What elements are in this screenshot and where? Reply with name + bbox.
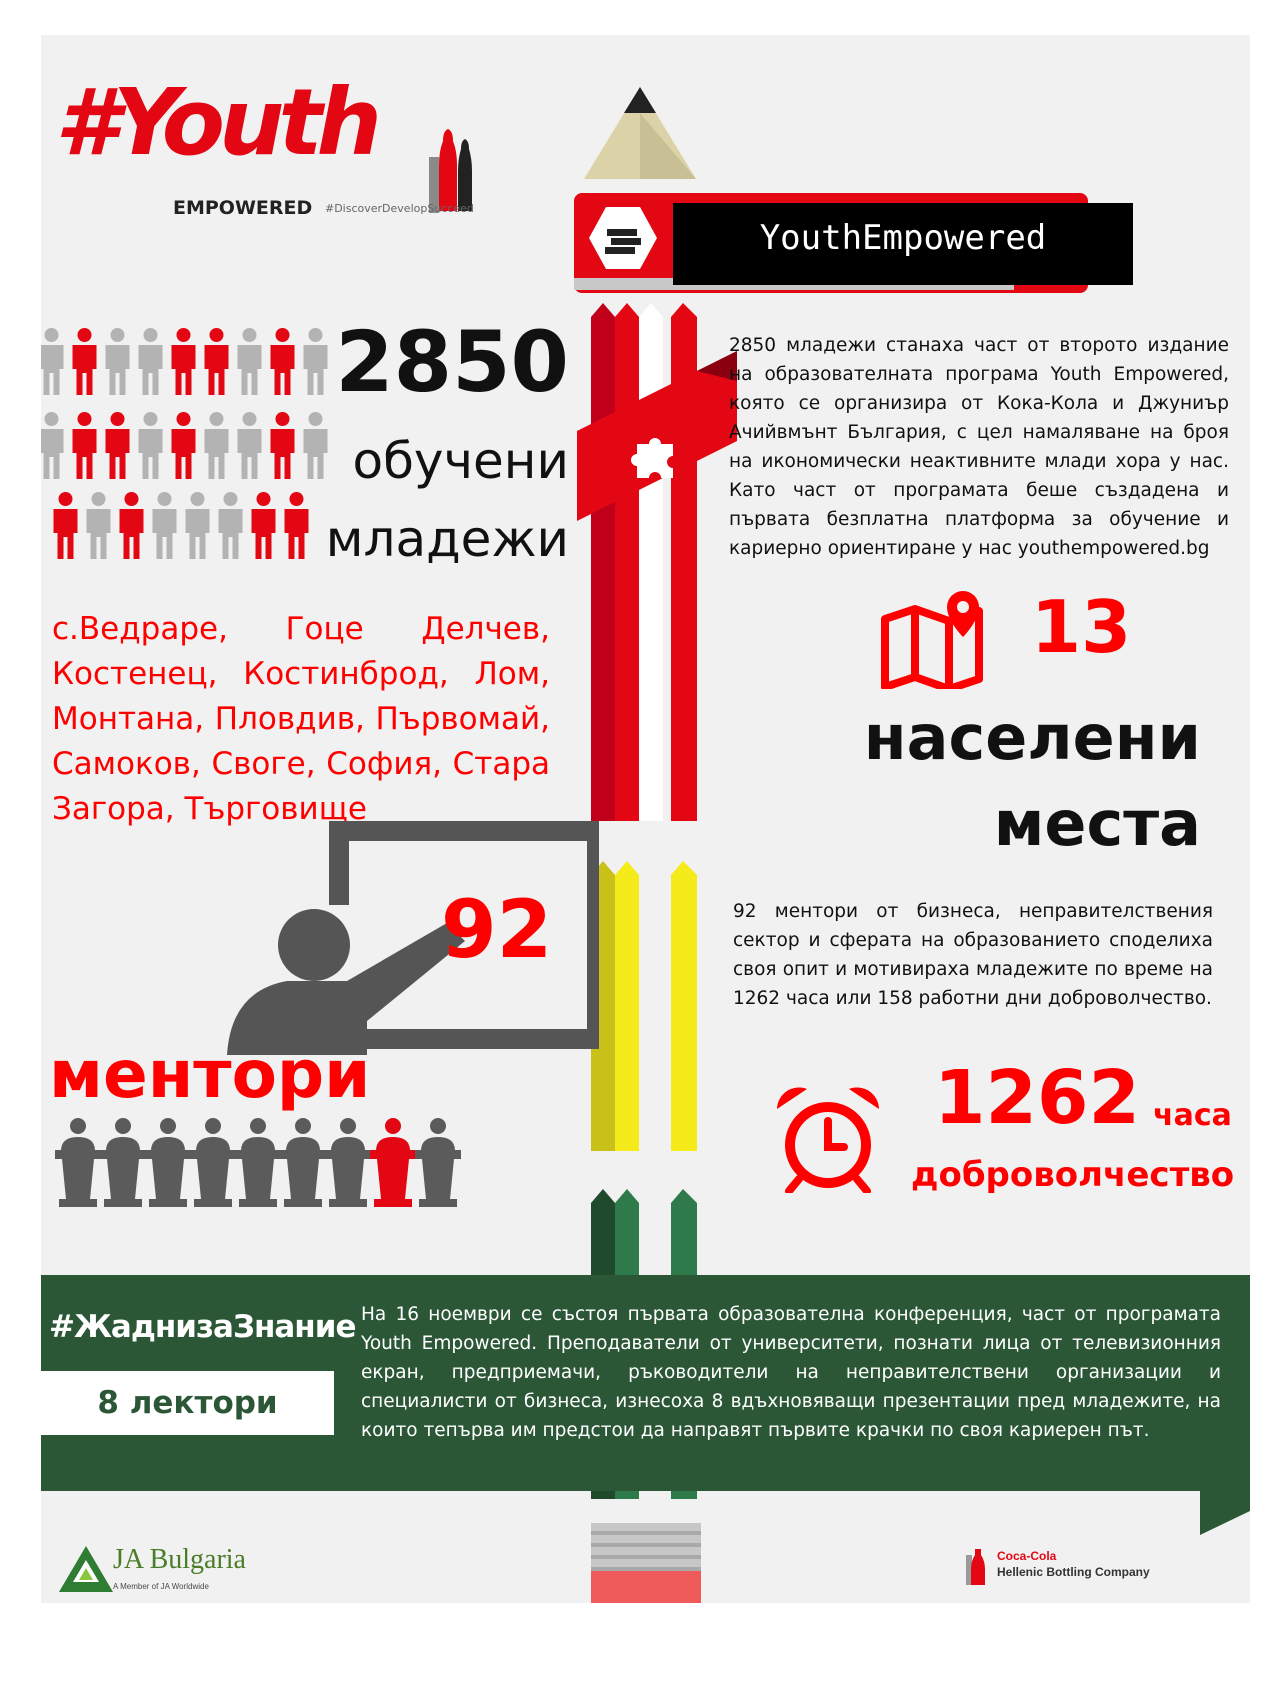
stat-youth-number: 2850 <box>335 313 569 411</box>
stat-hours-unit: часа <box>1153 1098 1232 1133</box>
person-icon <box>181 491 214 561</box>
lecturers-label: 8 лектори <box>97 1385 278 1421</box>
ja-name: JA Bulgaria <box>113 1544 246 1575</box>
pencil-ferrule <box>591 1523 701 1571</box>
conference-band-fold <box>1200 1487 1250 1535</box>
mentor-icon <box>100 1117 146 1209</box>
stat-mentors-number: 92 <box>441 883 553 976</box>
person-icon <box>280 491 313 561</box>
people-row <box>41 327 332 402</box>
description-2: 92 ментори от бизнеса, неправителствения сектор и сферата на образованието споделиха своя опит и мотивираха младежите по време на 1262 часа или 158 работни дни доброволчество. <box>733 901 1213 1009</box>
pencil-yellow-section <box>591 861 701 1151</box>
mentor-icon <box>370 1117 416 1209</box>
person-icon <box>68 411 101 481</box>
ja-bulgaria-logo <box>59 1540 319 1600</box>
coca-cola-hbc-logo <box>963 1545 1233 1595</box>
banner-label: YouthEmpowered <box>759 218 1047 258</box>
person-icon <box>41 411 68 481</box>
person-icon <box>49 491 82 561</box>
people-row <box>41 411 332 486</box>
stat-hours-label: доброволчество <box>911 1155 1235 1195</box>
bottle-icon <box>963 1545 989 1585</box>
cities-list: с.Ведраре, Гоце Делчев, Костенец, Костинброд, Лом, Монтана, Пловдив, Първомай, Самоков, Своге, София, Стара Загора, Търговище <box>52 611 550 827</box>
stat-hours-number: 1262 <box>934 1055 1140 1141</box>
people-row <box>49 491 313 566</box>
stat-youth-line1: обучени <box>352 432 569 490</box>
cc-line2: Hellenic Bottling Company <box>997 1565 1150 1579</box>
alarm-clock-icon <box>773 1083 883 1193</box>
mentor-icon <box>235 1117 281 1209</box>
person-icon <box>214 491 247 561</box>
ja-sub: A Member of JA Worldwide <box>113 1582 209 1591</box>
person-icon <box>101 411 134 481</box>
mentor-icon <box>190 1117 236 1209</box>
cc-line1: Coca-Cola <box>997 1549 1057 1563</box>
infographic-card <box>41 35 1250 1603</box>
stat-places-line1: населени <box>863 701 1201 774</box>
mentor-row <box>55 1117 555 1227</box>
mentor-icon <box>55 1117 101 1209</box>
person-icon <box>82 491 115 561</box>
people-grid <box>41 327 341 547</box>
description-1: 2850 младежи станаха част от второто издание на образователната програма Youth Empowered, която се организира от Кока-Кола и Джуниър Ачийвмънт България, с цел намаляване на броя на икономически неактивните млади хора у нас. Като част от програмата беше създадена и първата безплатна платформа за обучение и кариерно ориентиране у нас youthempowered.bg <box>729 335 1229 559</box>
person-icon <box>134 327 167 397</box>
person-icon <box>233 327 266 397</box>
stat-places-line2: места <box>993 787 1201 860</box>
mentor-icon <box>145 1117 191 1209</box>
person-icon <box>134 411 167 481</box>
ja-triangle-icon <box>59 1546 113 1592</box>
person-icon <box>167 411 200 481</box>
pencil-tip <box>584 87 696 179</box>
stat-places-number: 13 <box>1031 585 1132 669</box>
person-icon <box>233 411 266 481</box>
conference-hashtag: #ЖаднизаЗнание <box>49 1309 356 1345</box>
stat-youth-line2: младежи <box>325 510 569 568</box>
person-icon <box>115 491 148 561</box>
logo-hash-word: #Youth <box>55 69 376 176</box>
mentor-icon <box>415 1117 461 1209</box>
person-icon <box>41 327 68 397</box>
person-icon <box>266 327 299 397</box>
logo-sub: EMPOWERED <box>173 197 313 219</box>
map-pin-icon <box>879 589 989 689</box>
mentor-icon <box>325 1117 371 1209</box>
person-icon <box>167 327 200 397</box>
puzzle-icon <box>631 428 683 480</box>
person-icon <box>266 411 299 481</box>
person-icon <box>148 491 181 561</box>
conference-text: На 16 ноември се състоя първата образователна конференция, част от програмата Youth Empowered. Преподаватели от университети, познати лица от телевизионния екран, предприемачи, ръководители на неправителствени организации и специалисти от бизнеса, изнесоха 8 вдъхновяващи презентации пред младежите, на които тепърва им предстои да направят първите крачки по своя кариерен път. <box>361 1304 1221 1441</box>
person-icon <box>68 327 101 397</box>
books-icon <box>589 207 657 269</box>
mentor-icon <box>280 1117 326 1209</box>
pencil-eraser <box>591 1571 701 1603</box>
person-icon <box>247 491 280 561</box>
logo-tagline: #DiscoverDevelopSucceed <box>325 202 474 215</box>
person-icon <box>200 411 233 481</box>
person-icon <box>101 327 134 397</box>
person-icon <box>200 327 233 397</box>
stat-mentors-label: ментори <box>49 1036 371 1113</box>
